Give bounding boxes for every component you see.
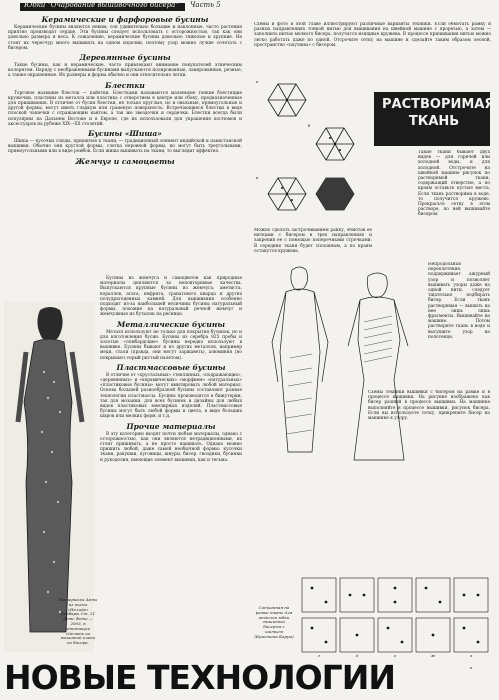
section-heading: Жемчуг и самоцветы [75,156,175,166]
section-heading: Металлические бусины [117,319,225,329]
section-heading: Прочие материалы [126,421,216,431]
fig-label: г [317,653,321,658]
fig-label: в [255,175,259,180]
section-text: Керамические бусины являются неким, сон удивительно большие и наклонные, часто растения приятно производят сердце. Эти бусины следует использовать с осторожностью, так как они довольно размера и веса. К сожалению, керамические бусины довольно тяжелые и хрупкие. Не стоит их чересчур много вышивать на одном изделии, поэтому узор можно лучше сочетать с бисером. [8,25,242,51]
section-title: РАСТВОРИМАЯ ТКАНЬ [382,97,495,129]
fig-label: б [307,123,311,128]
section-text: Торговое название блесток — пайетки. Блестками называются маленькие тонкие блестящие кружочки, пластины из металла или пластика с отверстием в центре или сбоку, предназначенные для пришивания. В отличие от бусин блестки, не только круглые, но и овальные, прямоугольные и другой формы, могут иметь гладкую или граненую поверхность. Встречающиеся блестки в виде плоской чашечки с отражающим кантом, а так же звездочки и сердечки. Блестки всегда были популярны на Дальнем Востоке и в Европе, где их использовали для украшения костюмов и аксессуаров на рубеже XIX—XX столетий. [8,90,242,127]
section-heading: Блестки [105,80,145,90]
fig-label: и [469,665,473,670]
header-part: Часть 5 [190,1,221,9]
section-text: В эту категорию входят почти любые материалы, однако с осторожностью, как они являются нетрадиционными, их стоит пришивать, а не просто нашивать. Однако можно пришить любой, даже самой необычной формы: кусочки ткани, ракушки, пуговицы, шнуры, бисер, гвоздики, бусинки и рукоделия, имеющие элемент вышивки, как и тесьма. [100,431,242,463]
section-heading: Бусины «Шиша» [88,129,162,139]
left-column [8,14,242,167]
section-text: Шиша — кусочки слюды, пришитые к ткани, — традиционный элемент индийской и пакистанской вышивки. Обычно они круглой формы, слегка неровной формы, но могут быть треугольными, прямоугольными или в виде ромбов. Если шиша вышивать на ткани, то выглядит эффектно. [8,139,242,155]
intro-text: Схемы и фото в этой главе иллюстрируют различные варианты техники. Если обмотать рамку и разных направлениях тонкой нитью для вышивания на швейной машине с прорезью, а затем — заполнить нитью мелкого бисера, получатся изящные кружева. В процессе пришивания нитью можно легко работать даже по одной. Отсрочите сетку на машине и сделайте таким образом лесной, пространство «паутины» с бисером. [254,22,491,48]
section-heading: Керамические и фарфоровые бусины [41,15,209,24]
bottom-right-text: Схемы техники вышивки с бисером на рамке и в процессе вышивки. На рисунке изображено как бисер разный в процессе вышивки. На машинке выполняйте в процессе вышивки, рисунок бисера. Если вы используете сетку, прикрепите бисер на машинке к узору. [368,390,490,422]
fig-label: ж [430,653,436,658]
bead-pattern-grid [300,576,492,656]
fig-label: д [355,653,359,658]
hexagon-diagrams [255,79,368,226]
section-text: Металл используют не только для покрытия бусинок, но и для изготовления бусин. Бусины из серебра 925 пробы и золотые «ломбардские» бусины нередко используют в вышивке. Бусины бывают и из других металлов, например меди, стали (правда, они могут заржаветь), алюминия (но покрывают серый ристый налетом). [100,329,242,361]
section-heading: Деревянные бусины [79,53,171,63]
fig-label: а [255,79,259,84]
figure-caption: Можно сделать застрочиванием ранку, обмотав ее нитками с бисером в трех направлениях и закрепив ее с помощью поперечными строчками. В середине ткани будет сплошным, а по краям останутся кружева. [254,228,372,254]
side-caption: Сотканная на рамке ткань для отделки юбки вышитый бисером с шитьем (Кристина Барри) [254,606,294,639]
section-text: Такие бусины, как и керамические, часто привлекают внимание покупателей этническим колоритом. Наряду с неображенными бусинами выпускаются полированные, лакированные, резные, а также окрашенные. Их размеры и форма обычно и они относительно легки. [8,63,242,79]
photo-caption: Материалы Анны из пьесы «Нелида» Барбары Ст. 21 Демс Фото — 2003, в аннотации сделать из вышитой клеки из бисера. [58,598,98,646]
fig-label: з [469,653,473,658]
section-text: Бусины из жемчуга и самоцветов как природные материалы цепляются за неповторимые качества. Выпускаются крупные бусины из жемчуга, аметиста, кораллов, агата, нефрита, гранатового кварца и других полудрагоценных камней. Для вышивания особенно подходит из-за наибольшей величины бусины натуральный формы, похожие на натуральный речной жемчуг и жемчужные из бутылок на реснице. [100,276,242,318]
section-text: В отличие от «хрустальных» стеклянных, «подражающих», «деревянных» и «керамических» «морфием» «натуральных» «пластиковые бусины» могут имитировать любой материал. Основа большей разнообразной бусины составляют разные технологии пластмассы. Бусины производятся в бижутерии, так для мозаики, для всех бусинок и дизайны для любых видов пластиковых ювелирных изделий. Пластмассовые бусины могут быть любой формы и цвета, в виде больших шаров или мелких форм, и т.д. [100,372,242,420]
title-text: Такие ткани бывают двух видов — для горячей или холодной воды, и для холодной. Отстрочите на швейной машине рисунок по растворимой ткани, содержащий отверстие, а по краям оставьте пустые места. Если ткань растворима в воде, то получится кружево. Прокрасьте сетку в этом растворе, по ней вышивайте бисером. [418,150,490,218]
page-header [0,0,499,14]
fig-label: е [393,653,397,658]
header-title: Юбки "Очарование вышивочного бисера" [24,1,179,9]
section-heading: Пластмассовые бусины [116,362,226,372]
bottom-heading: НОВЫЕ ТЕХНОЛОГИИ [4,658,395,697]
side-text: Непродольная переплетение, поддерживает ажурный узор и позволяет вышивать узоры даже на одной нити, следует тщательно подбирать бисер. Если ткань растворимая — вышить на нее лишь лишь фрагменты. Вышивайте на машине. Потом растворите ткань в воде и высушите узор на полотенце. [428,262,490,340]
left-lower-column [100,276,242,465]
